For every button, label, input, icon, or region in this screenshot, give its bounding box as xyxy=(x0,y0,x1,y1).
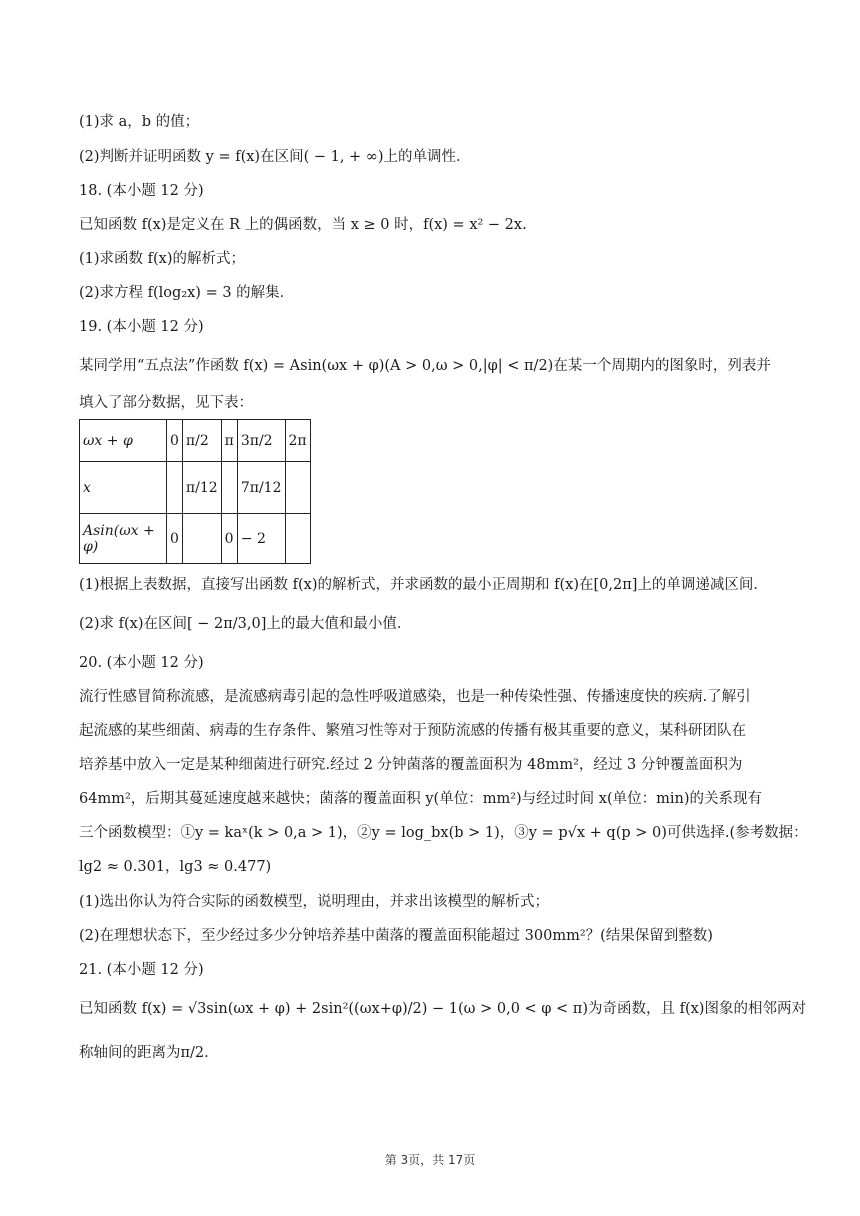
table-cell xyxy=(285,514,310,564)
table-row xyxy=(80,420,311,462)
line-q17-2: (2)判断并证明函数 y = f(x)在区间( − 1, + ∞)上的单调性． xyxy=(79,149,471,165)
line-q17-1: (1)求 a，b 的值； xyxy=(79,114,200,130)
q20-paragraph-5: 三个函数模型：①y = kaˣ(k > 0,a > 1)，②y = log_bx(b > 1)，③y = p√x + q(p > 0)可供选择.(参考数据： xyxy=(79,825,808,841)
table-cell xyxy=(221,462,237,514)
q18-part1: (1)求函数 f(x)的解析式； xyxy=(79,251,246,267)
q20-paragraph-3: 培养基中放入一定是某种细菌进行研究.经过 2 分钟菌落的覆盖面积为 48mm²，经过 3 分钟覆盖面积为 xyxy=(79,757,743,773)
q21-heading: 21. (本小题 12 分) xyxy=(79,962,204,978)
q20-heading: 20. (本小题 12 分) xyxy=(79,655,204,671)
q21-stem: 已知函数 f(x) = √3sin(ωx + φ) + 2sin²((ωx+φ)/2) − 1(ω > 0,0 < φ < π)为奇函数，且 f(x)图象的相邻两对 xyxy=(79,1001,806,1017)
table-row xyxy=(80,514,311,564)
q18-stem: 已知函数 f(x)是定义在 R 上的偶函数，当 x ≥ 0 时，f(x) = x² − 2x. xyxy=(79,217,527,233)
table-cell: Asin(ωx + φ) xyxy=(80,514,167,564)
q19-heading: 19. (本小题 12 分) xyxy=(79,319,204,335)
table-cell: 0 xyxy=(167,514,183,564)
page-footer: 第 3页，共 17页 xyxy=(384,1153,476,1167)
table-cell: 3π/2 xyxy=(237,420,285,462)
table-cell xyxy=(167,462,183,514)
table-cell: 0 xyxy=(221,514,237,564)
table-cell: − 2 xyxy=(237,514,285,564)
table-cell: π/12 xyxy=(182,462,221,514)
q20-part1: (1)选出你认为符合实际的函数模型，说明理由，并求出该模型的解析式； xyxy=(79,894,550,910)
q20-part2: (2)在理想状态下，至少经过多少分钟培养基中菌落的覆盖面积能超过 300mm²？(结果保留到整数) xyxy=(79,928,713,944)
q20-paragraph-1: 流行性感冒简称流感，是流感病毒引起的急性呼吸道感染，也是一种传染性强、传播速度快的疾病.了解引 xyxy=(79,689,751,705)
q20-paragraph-6: lg2 ≈ 0.301，lg3 ≈ 0.477) xyxy=(79,859,272,875)
table-cell: 0 xyxy=(167,420,183,462)
table-cell: 2π xyxy=(285,420,310,462)
table-row xyxy=(80,462,311,514)
table-cell: π/2 xyxy=(182,420,221,462)
q19-stem-cont: 填入了部分数据，见下表： xyxy=(79,395,253,411)
table-cell: x xyxy=(80,462,167,514)
table-cell xyxy=(182,514,221,564)
table-cell: π xyxy=(221,420,237,462)
q20-paragraph-2: 起流感的某些细菌、病毒的生存条件、繁殖习性等对于预防流感的传播有极其重要的意义，某科研团队在 xyxy=(79,723,746,739)
q19-part1: (1)根据上表数据，直接写出函数 f(x)的解析式，并求函数的最小正周期和 f(x)在[0,2π]上的单调递减区间． xyxy=(79,577,768,593)
q19-stem: 某同学用“五点法”作函数 f(x) = Asin(ωx + φ)(A > 0,ω > 0,|φ| < π/2)在某一个周期内的图象时，列表并 xyxy=(79,358,771,374)
five-point-table xyxy=(79,419,311,564)
table-cell: ωx + φ xyxy=(80,420,167,462)
table-cell xyxy=(285,462,310,514)
q18-heading: 18. (本小题 12 分) xyxy=(79,183,204,199)
q19-part2: (2)求 f(x)在区间[ − 2π/3,0]上的最大值和最小值． xyxy=(79,616,412,632)
q18-part2: (2)求方程 f(log₂x) = 3 的解集． xyxy=(79,285,295,301)
q20-paragraph-4: 64mm²，后期其蔓延速度越来越快；菌落的覆盖面积 y(单位：mm²)与经过时间 x(单位：min)的关系现有 xyxy=(79,791,763,807)
q21-stem-cont: 称轴间的距离为π/2. xyxy=(79,1045,209,1061)
table-cell: 7π/12 xyxy=(237,462,285,514)
